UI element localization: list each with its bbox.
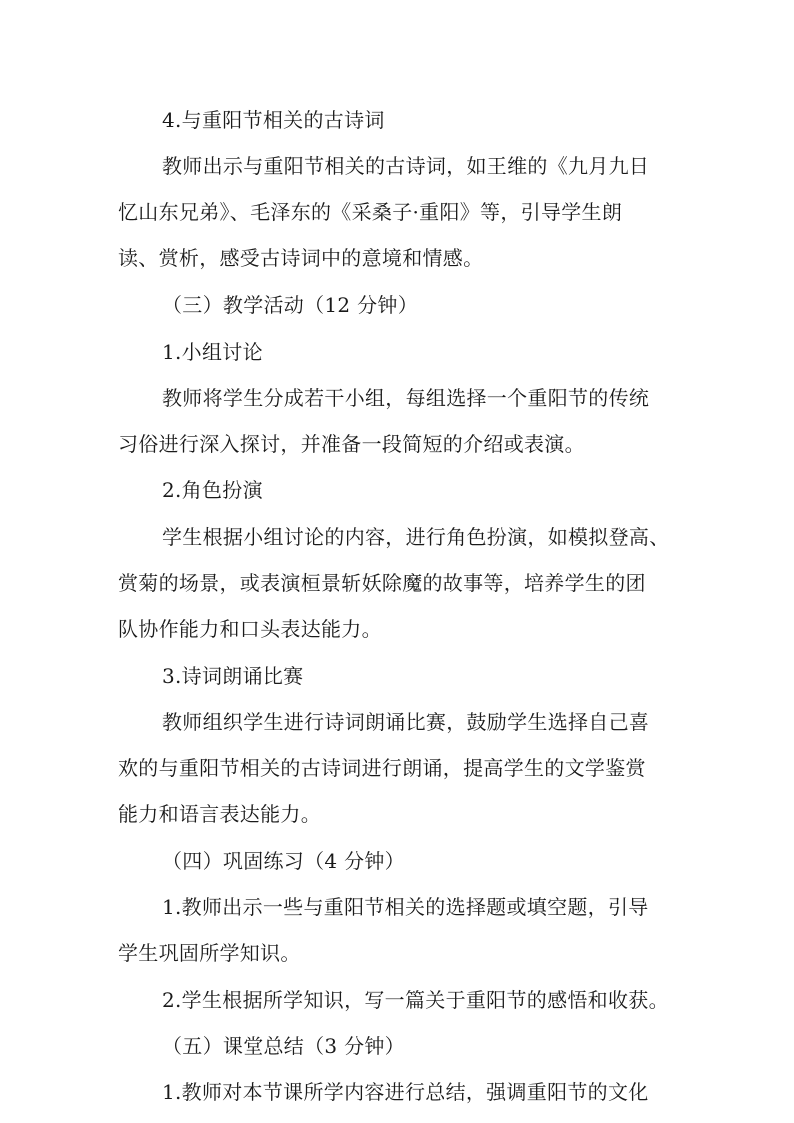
paragraph — [118, 884, 684, 976]
paragraph — [118, 282, 684, 328]
paragraph — [118, 375, 684, 467]
paragraph — [118, 143, 684, 281]
text-line: （五）课堂总结（3 分钟） — [162, 1034, 405, 1058]
text-line: 赏菊的场景，或表演桓景斩妖除魔的故事等，培养学生的团 — [118, 570, 646, 595]
text-line: 队协作能力和口头表达能力。 — [118, 616, 382, 641]
text-line: 1.教师出示一些与重阳节相关的选择题或填空题，引导 — [162, 895, 649, 920]
text-line: 教师将学生分成若干小组，每组选择一个重阳节的传统 — [162, 385, 650, 410]
text-line: 欢的与重阳节相关的古诗词进行朗诵，提高学生的文学鉴赏 — [118, 755, 646, 780]
paragraph — [118, 467, 684, 513]
text-line: （三）教学活动（12 分钟） — [162, 293, 419, 318]
paragraph — [118, 1069, 684, 1115]
text-line: 能力和语言表达能力。 — [118, 801, 321, 826]
paragraph — [118, 838, 684, 884]
paragraph — [118, 329, 684, 375]
text-line: 忆山东兄弟》、毛泽东的《采桑子·重阳》等，引导学生朗 — [118, 200, 623, 225]
text-line: 学生根据小组讨论的内容，进行角色扮演，如模拟登高、 — [162, 524, 670, 549]
text-line: 读、赏析，感受古诗词中的意境和情感。 — [118, 246, 484, 271]
paragraph — [118, 514, 684, 652]
paragraph — [118, 1023, 684, 1069]
text-line: 1.小组讨论 — [162, 339, 263, 364]
text-line: 习俗进行深入探讨，并准备一段简短的介绍或表演。 — [118, 431, 585, 456]
paragraph — [118, 97, 684, 143]
text-line: 1.教师对本节课所学内容进行总结，强调重阳节的文化 — [162, 1080, 649, 1105]
text-line: 教师出示与重阳节相关的古诗词，如王维的《九月九日 — [162, 154, 650, 179]
text-line: 2.学生根据所学知识，写一篇关于重阳节的感悟和收获。 — [162, 987, 669, 1012]
text-line: 2.角色扮演 — [162, 478, 263, 503]
text-line: 3.诗词朗诵比赛 — [162, 663, 304, 688]
paragraph — [118, 653, 684, 699]
paragraph — [118, 699, 684, 837]
text-line: 4.与重阳节相关的古诗词 — [162, 108, 385, 132]
text-line: 教师组织学生进行诗词朗诵比赛，鼓励学生选择自己喜 — [162, 709, 650, 734]
text-line: （四）巩固练习（4 分钟） — [162, 848, 405, 873]
paragraph — [118, 977, 684, 1023]
text-line: 学生巩固所学知识。 — [118, 941, 301, 966]
